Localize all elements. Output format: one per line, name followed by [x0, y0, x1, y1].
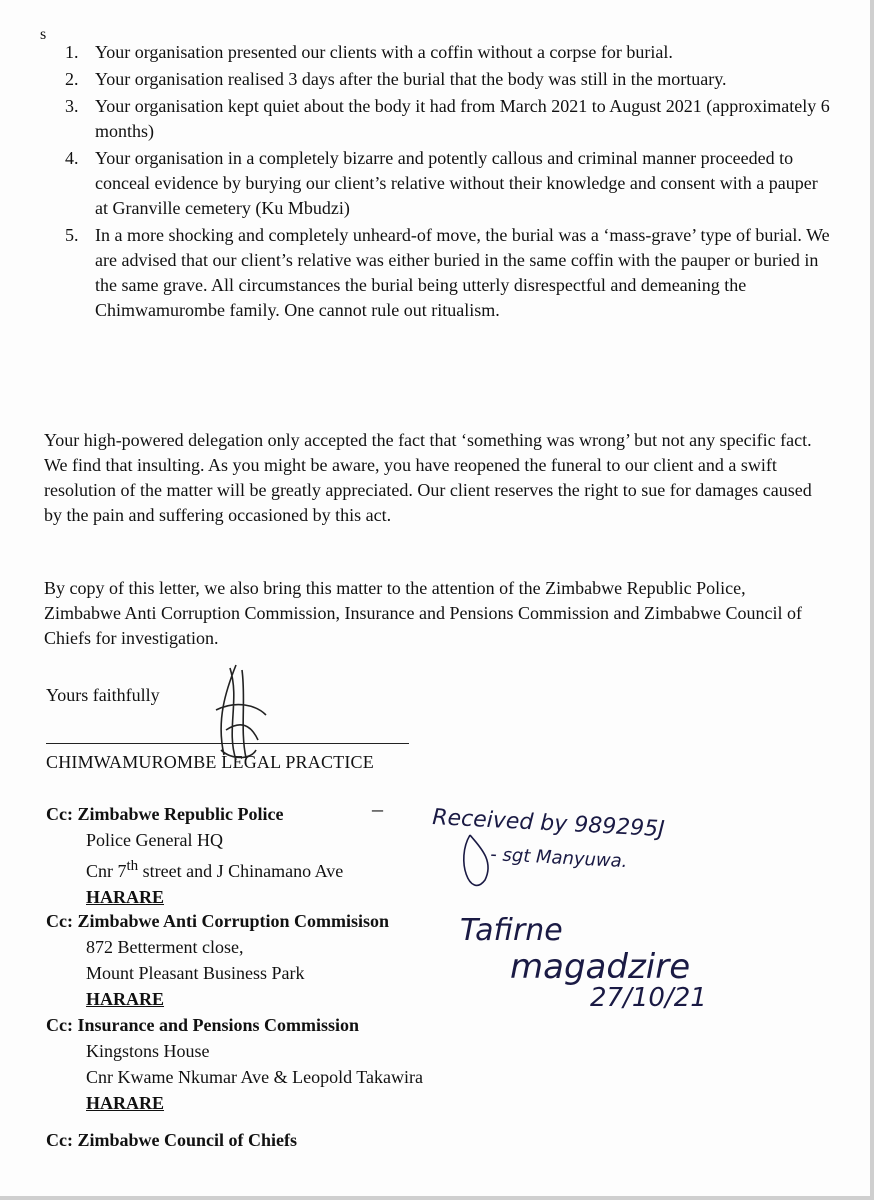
list-item: 1. Your organisation presented our clients with a coffin without a corpse for burial. [65, 42, 673, 62]
cc-insurance-pensions: Cc: Insurance and Pensions Commission Kingstons House Cnr Kwame Nkumar Ave & Leopold Takawira HARARE [46, 1015, 423, 1113]
paragraph-delegation: Your high-powered delegation only accepted the fact that ‘something was wrong’ but not any specific fact. We find that insulting. As you might be aware, you have reopened the funeral to our client and a swift resolution of the matter will be greatly appreciated. Our client reserves the right to sue for damages caused by the pain and suffering occasioned by this act. [44, 430, 812, 525]
list-item: 4. Your organisation in a completely bizarre and potently callous and criminal manner proceeded to conceal evidence by burying our client’s relative without their knowledge and consent with a pauper at Granville cemetery (Ku Mbudzi) [65, 148, 818, 218]
received-date: 27/10/21 [590, 983, 707, 1013]
signature-image [196, 660, 286, 770]
signer-name-line1: Tafirne [460, 913, 563, 948]
list-item: 3. Your organisation kept quiet about the body it had from March 2021 to August 2021 (approximately 6 months) [65, 96, 830, 141]
numbered-points [65, 40, 830, 325]
cc-council-of-chiefs: Cc: Zimbabwe Council of Chiefs [46, 1130, 297, 1150]
received-note: Received by 989295J [431, 805, 666, 843]
receiver-initial-mark [464, 835, 488, 885]
cc-police: Cc: Zimbabwe Republic Police Police General HQ Cnr 7th street and J Chinamano Ave HARARE [46, 804, 344, 907]
paragraph-copy-notice: By copy of this letter, we also bring this matter to the attention of the Zimbabwe Republic Police, Zimbabwe Anti Corruption Commission, Insurance and Pensions Commission and Zimbabwe Council of Chiefs for investigation. [44, 578, 802, 648]
dash-mark: – [372, 796, 383, 821]
rank-note: - sgt Manyuwa. [489, 844, 628, 873]
list-item: 5. In a more shocking and completely unheard-of move, the burial was a ‘mass-grave’ type of burial. We are advised that our client’s relative was either buried in the same coffin with the pauper or buried in the same grave. All circumstances the burial being utterly disrespectful and demeaning the Chimwamurombe family. One cannot rule out ritualism. [65, 225, 830, 320]
signer-name-line2: magadzire [510, 947, 691, 987]
cc-anti-corruption: Cc: Zimbabwe Anti Corruption Commisison 872 Betterment close, Mount Pleasant Business Park HARARE [46, 911, 390, 1009]
list-item: 2. Your organisation realised 3 days after the burial that the body was still in the mortuary. [65, 69, 727, 89]
margin-mark: s [40, 26, 47, 43]
firm-name: CHIMWAMUROMBE LEGAL PRACTICE [46, 752, 374, 772]
closing-salutation: Yours faithfully [46, 685, 160, 705]
